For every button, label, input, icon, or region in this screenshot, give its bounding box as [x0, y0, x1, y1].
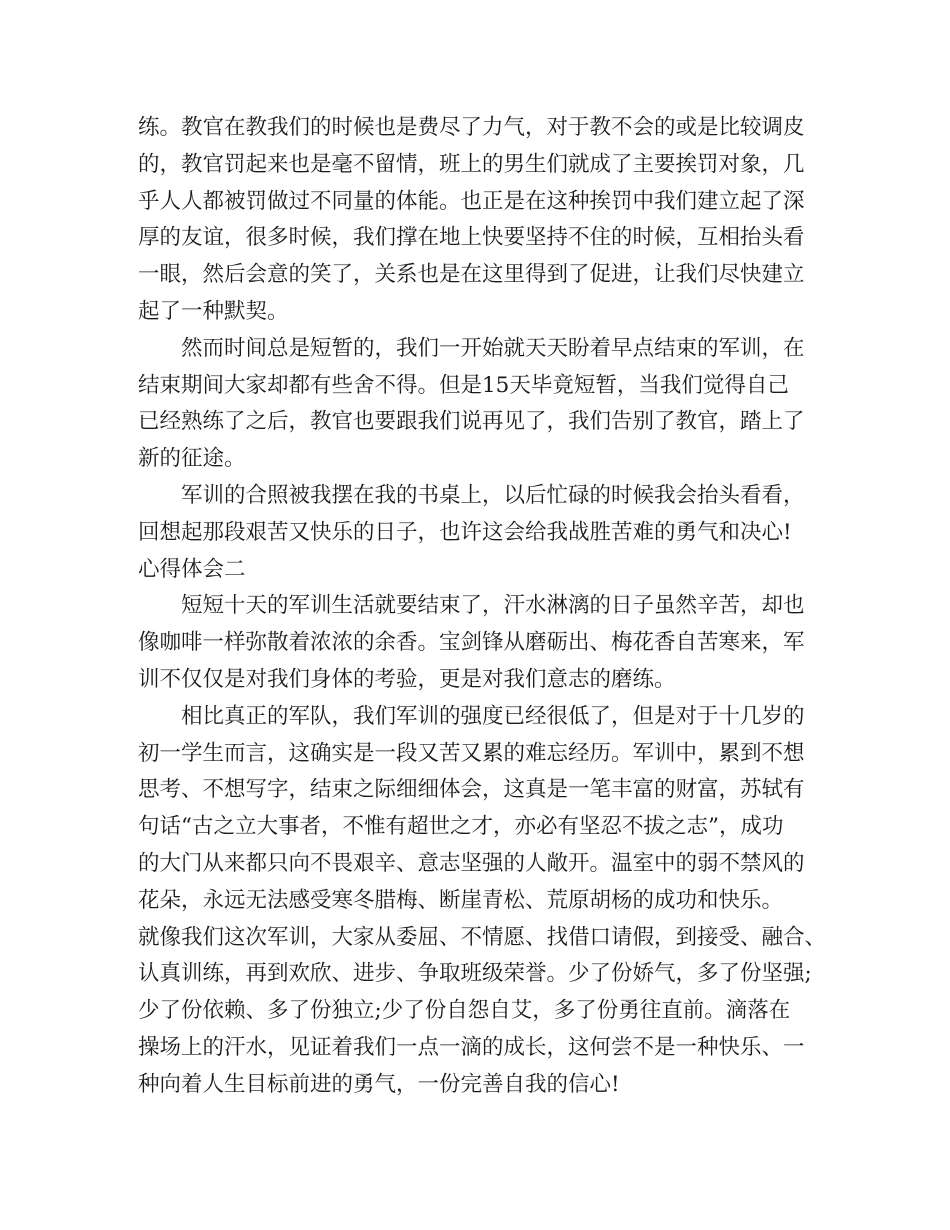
body-text-line: 种向着人生目标前进的勇气，一份完善自我的信心! [138, 1071, 620, 1097]
body-text-line: 思考、不想写字，结束之际细细体会，这真是一笔丰富的财富，苏轼有 [138, 777, 805, 803]
body-text-line: 的，教官罚起来也是毫不留情，班上的男生们就成了主要挨罚对象，几 [138, 151, 805, 177]
body-text-line: 的大门从来都只向不畏艰辛、意志坚强的人敞开。温室中的弱不禁风的 [138, 850, 805, 876]
body-text-line: 练。教官在教我们的时候也是费尽了力气，对于教不会的或是比较调皮 [138, 115, 805, 140]
body-text-line: 起了一种默契。 [138, 298, 289, 324]
body-text-line: 像咖啡一样弥散着浓浓的余香。宝剑锋从磨砺出、梅花香自苦寒来，军 [138, 630, 805, 656]
section-heading: 心得体会二 [138, 556, 246, 582]
paragraph-first-line: 然而时间总是短暂的，我们一开始就天天盼着早点结束的军训，在 [181, 335, 805, 361]
body-text-line: 结束期间大家却都有些舍不得。但是15天毕竟短暂，当我们觉得自己 [138, 372, 789, 398]
body-text-line: 训不仅仅是对我们身体的考验，更是对我们意志的磨练。 [138, 666, 676, 692]
body-text-line: 句话“古之立大事者，不惟有超世之才，亦必有坚忍不拔之志”，成功 [138, 814, 784, 840]
body-text-line: 乎人人都被罚做过不同量的体能。也正是在这种挨罚中我们建立起了深 [138, 188, 805, 214]
body-text-line: 回想起那段艰苦又快乐的日子，也许这会给我战胜苦难的勇气和决心! [138, 519, 792, 545]
body-text-line: 认真训练，再到欢欣、进步、争取班级荣誉。少了份娇气，多了份坚强; [138, 961, 812, 987]
body-text-line: 新的征途。 [138, 446, 246, 472]
body-text-line: 厚的友谊，很多时候，我们撑在地上快要坚持不住的时候，互相抬头看 [138, 225, 805, 251]
body-text-line: 已经熟练了之后，教官也要跟我们说再见了，我们告别了教官，踏上了 [138, 409, 805, 435]
paragraph-first-line: 相比真正的军队，我们军训的强度已经很低了，但是对于十几岁的 [181, 703, 805, 729]
body-text-line: 操场上的汗水，见证着我们一点一滴的成长，这何尝不是一种快乐、一 [138, 1034, 805, 1060]
paragraph-first-line: 军训的合照被我摆在我的书桌上，以后忙碌的时候我会抬头看看， [181, 482, 805, 508]
body-text-line: 就像我们这次军训，大家从委屈、不情愿、找借口请假，到接受、融合、 [138, 924, 827, 950]
paragraph-first-line: 短短十天的军训生活就要结束了，汗水淋漓的日子虽然辛苦，却也 [181, 593, 805, 619]
body-text-line: 初一学生而言，这确实是一段又苦又累的难忘经历。军训中，累到不想 [138, 740, 805, 766]
body-text-line: 少了份依赖、多了份独立;少了份自怨自艾，多了份勇往直前。滴落在 [138, 998, 791, 1024]
body-text-line: 一眼，然后会意的笑了，关系也是在这里得到了促进，让我们尽快建立 [138, 262, 805, 288]
body-text-line: 花朵，永远无法感受寒冬腊梅、断崖青松、荒原胡杨的成功和快乐。 [138, 887, 784, 913]
